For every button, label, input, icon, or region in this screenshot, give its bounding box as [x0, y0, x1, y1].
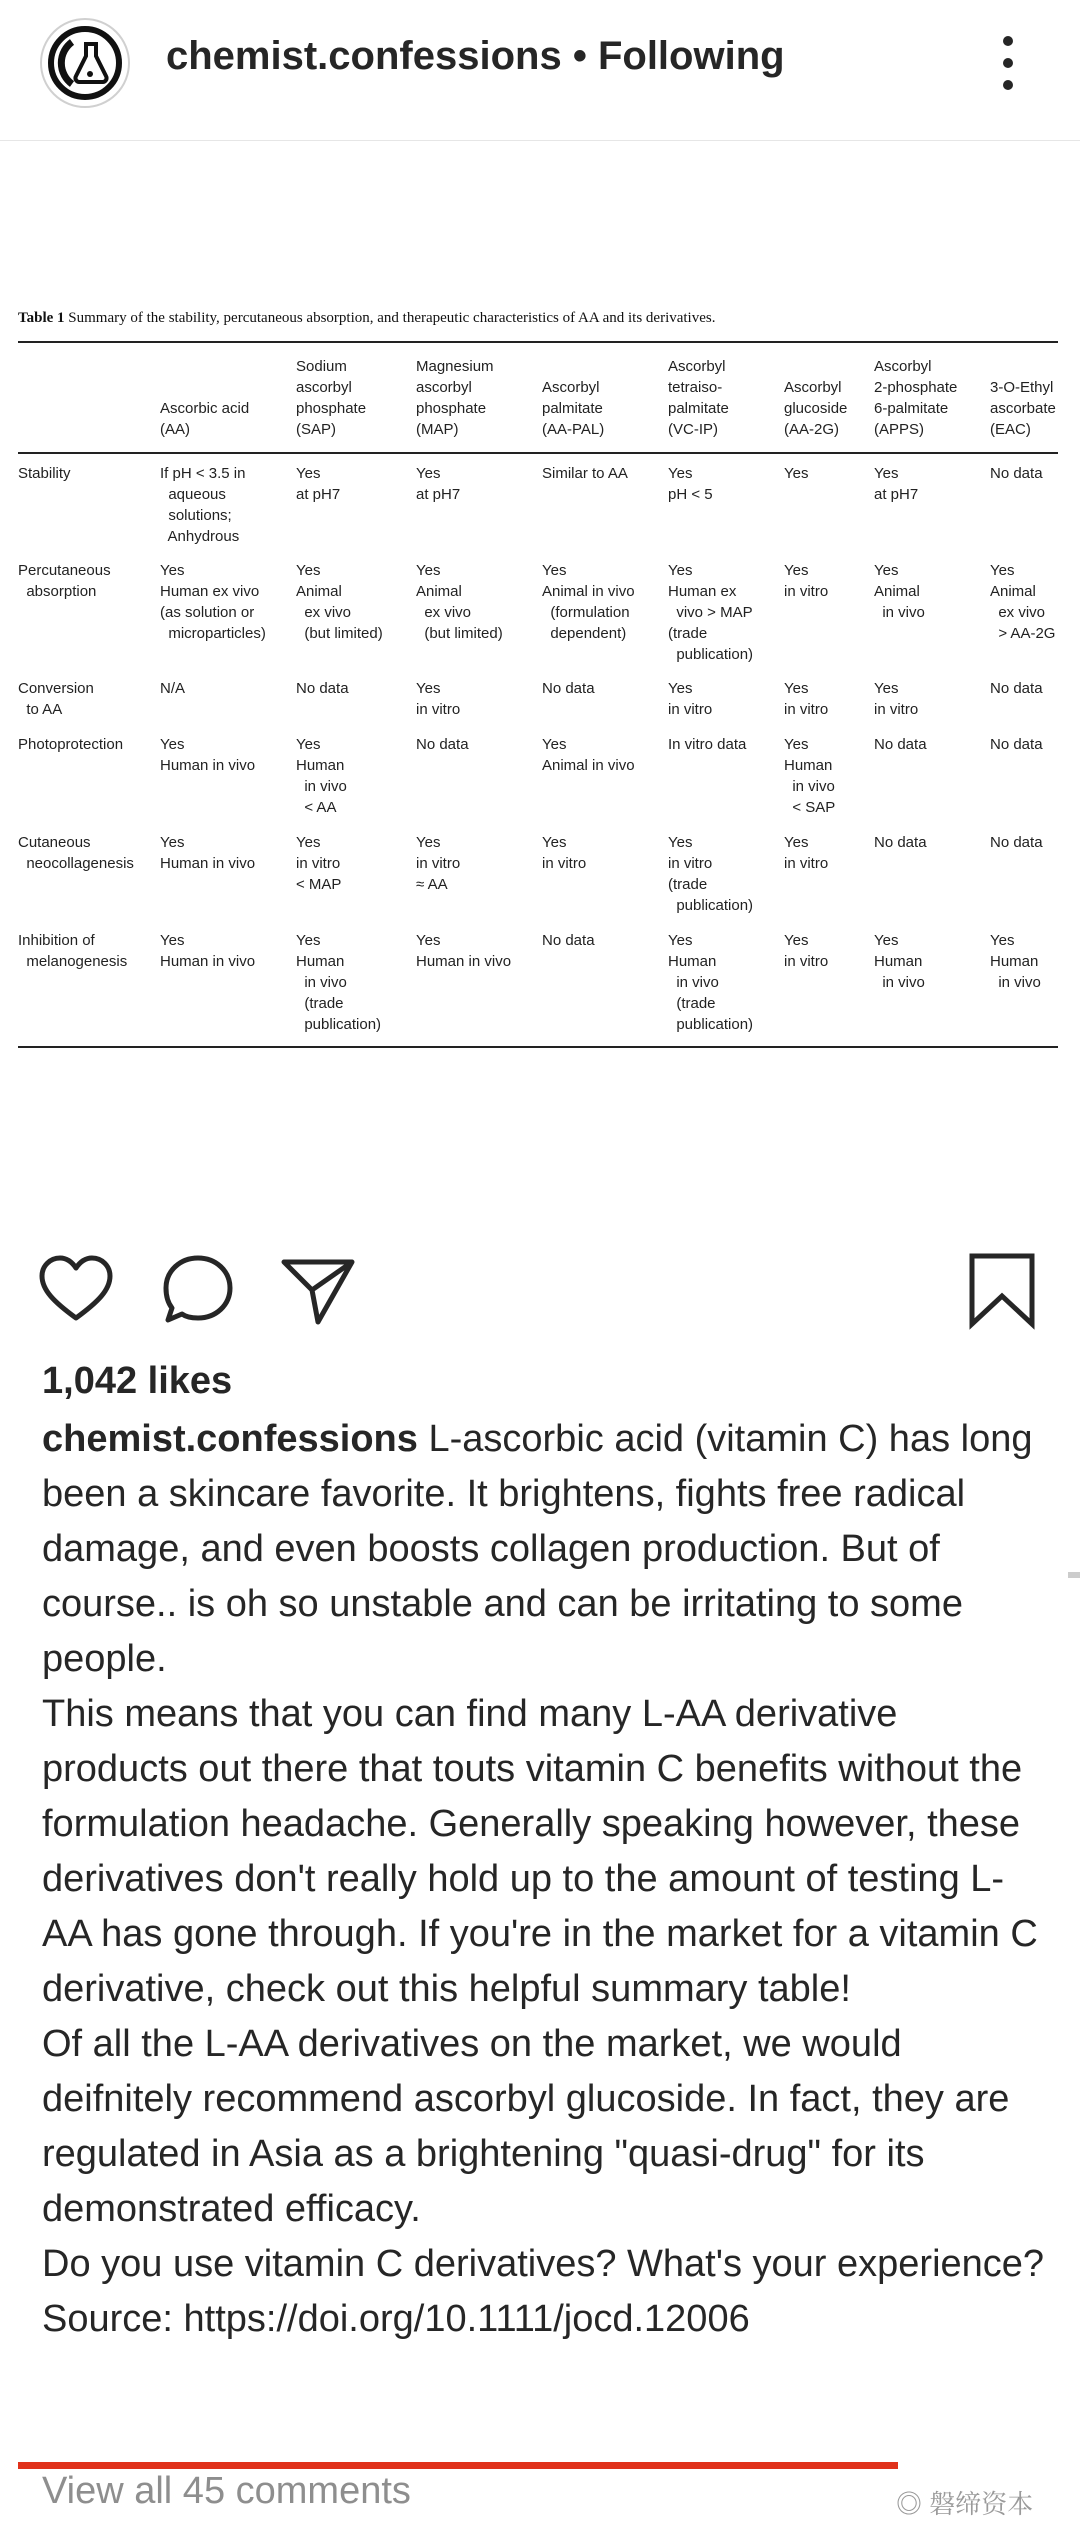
- caption-username[interactable]: chemist.confessions: [42, 1418, 418, 1460]
- table-cell: Yes: [784, 465, 809, 482]
- table-cell: No data: [416, 736, 469, 753]
- table-cell: No data: [990, 834, 1043, 851]
- dot-separator: •: [572, 34, 587, 78]
- following-button[interactable]: Following: [597, 34, 785, 78]
- comment-bubble-icon[interactable]: [158, 1250, 238, 1330]
- table-caption-label: Table 1: [18, 310, 65, 326]
- table-cell: No data: [874, 834, 927, 851]
- table-row-label: Stability: [18, 465, 71, 482]
- table-column-header: Ascorbyl 2-phosphate 6-palmitate (APPS): [874, 358, 958, 438]
- scroll-indicator: [1068, 1572, 1080, 1578]
- table-cell: Yes Animal ex vivo (but limited): [416, 562, 503, 642]
- watermark: [896, 2484, 1033, 2521]
- table-cell: N/A: [160, 680, 186, 697]
- action-bar: [0, 1240, 1080, 1330]
- table-row-label: Inhibition of melanogenesis: [18, 932, 128, 970]
- table-cell: Yes Human ex vivo (as solution or microparticles): [160, 562, 266, 642]
- likes-count[interactable]: 1,042 likes: [42, 1360, 233, 1402]
- table-cell: Yes in vitro (trade publication): [668, 834, 754, 914]
- wechat-icon: ◎: [896, 2489, 930, 2519]
- table-cell: Yes in vitro < MAP: [296, 834, 342, 893]
- paper-plane-icon[interactable]: [278, 1250, 358, 1330]
- caption-paragraph-2: This means that you can find many L-AA derivative products out there that touts vitamin C benefits without the formulation headache. Generally speaking however, these derivatives don't really hold up to the amount of testing L-AA has gone through. If you're in the market for a vitamin C derivative, check out this helpful summary table!: [42, 1693, 1038, 2010]
- table-row-label: Cutaneous neocollagenesis: [18, 834, 134, 872]
- table-cell: Yes Animal in vivo: [542, 736, 635, 774]
- table-cell: Yes Human in vivo: [160, 736, 256, 774]
- table-cell: Yes in vitro: [542, 834, 587, 872]
- post-caption: [42, 1412, 1052, 2347]
- table-cell: No data: [296, 680, 349, 697]
- table-cell: Yes Human in vivo: [160, 932, 256, 970]
- table-rule: [18, 341, 1058, 343]
- table-cell: Yes Human in vivo < SAP: [784, 736, 836, 816]
- table-cell: Yes in vitro: [784, 932, 829, 970]
- table-column-header: Ascorbyl tetraiso- palmitate (VC-IP): [668, 358, 729, 438]
- red-underline: [18, 2462, 898, 2469]
- table-cell: Yes Animal in vivo: [874, 562, 925, 621]
- flask-logo-icon: [42, 20, 128, 106]
- table-cell: No data: [542, 932, 595, 949]
- header-title: [166, 34, 785, 79]
- table-row-label: Photoprotection: [18, 736, 124, 753]
- table-cell: Yes Human in vivo < AA: [296, 736, 347, 816]
- table-cell: Yes in vitro: [784, 562, 829, 600]
- post-image[interactable]: [0, 141, 1080, 1181]
- table-column-header: Magnesium ascorbyl phosphate (MAP): [416, 358, 494, 438]
- table-cell: Yes at pH7: [874, 465, 919, 503]
- table-cell: Yes Human in vivo (trade publication): [668, 932, 754, 1033]
- table-cell: No data: [990, 465, 1043, 482]
- table-cell: Yes Animal in vivo (formulation dependent): [542, 562, 635, 642]
- table-cell: Yes pH < 5: [668, 465, 713, 503]
- dot: [1003, 58, 1013, 68]
- table-cell: No data: [990, 680, 1043, 697]
- table-column-header: Sodium ascorbyl phosphate (SAP): [296, 358, 367, 438]
- table-cell: Yes at pH7: [296, 465, 341, 503]
- table-cell: Yes Animal ex vivo > AA-2G: [990, 562, 1056, 642]
- table-cell: Yes Human in vivo: [990, 932, 1041, 991]
- table-column-header: Ascorbyl palmitate (AA-PAL): [542, 379, 605, 438]
- table-cell: Yes Human in vivo: [874, 932, 925, 991]
- table-column-header: Ascorbyl glucoside (AA-2G): [784, 379, 848, 438]
- view-all-comments-link[interactable]: View all 45 comments: [42, 2470, 411, 2512]
- dot: [1003, 36, 1013, 46]
- bookmark-icon[interactable]: [962, 1250, 1042, 1330]
- username-link[interactable]: chemist.confessions: [166, 34, 562, 78]
- table-cell: Yes at pH7: [416, 465, 461, 503]
- table-cell: In vitro data: [668, 736, 747, 753]
- more-options-icon[interactable]: [988, 36, 1028, 92]
- caption-source-link[interactable]: Source: https://doi.org/10.1111/jocd.12006: [42, 2298, 750, 2340]
- table-caption-text: Summary of the stability, percutaneous absorption, and therapeutic characteristics of AA and its derivatives.: [68, 310, 716, 326]
- table-cell: Similar to AA: [542, 465, 628, 482]
- table-cell: Yes in vitro: [784, 834, 829, 872]
- table-cell: No data: [542, 680, 595, 697]
- table-cell: Yes in vitro: [874, 680, 919, 718]
- table-cell: Yes Human in vivo: [160, 834, 256, 872]
- watermark-text: 磐缔资本: [929, 2489, 1034, 2519]
- table-cell: No data: [874, 736, 927, 753]
- table-column-header: 3-O-Ethyl ascorbate (EAC): [990, 379, 1056, 438]
- table-cell: Yes Animal ex vivo (but limited): [296, 562, 383, 642]
- caption-paragraph-4: Do you use vitamin C derivatives? What's your experience?: [42, 2243, 1045, 2285]
- table-row-label: Percutaneous absorption: [18, 562, 111, 600]
- table-cell: No data: [990, 736, 1043, 753]
- table-rule: [18, 452, 1058, 454]
- dot: [1003, 80, 1013, 90]
- profile-avatar[interactable]: [40, 18, 130, 108]
- caption-paragraph-3: Of all the L-AA derivatives on the market, we would deifnitely recommend ascorbyl glucoside. In fact, they are regulated in Asia as a brightening "quasi-drug" for its demonstrated efficacy.: [42, 2023, 1010, 2230]
- table-cell: Yes in vitro: [416, 680, 461, 718]
- heart-icon[interactable]: [36, 1250, 116, 1330]
- table-row-label: Conversion to AA: [18, 680, 94, 718]
- table-cell: Yes Human in vivo (trade publication): [296, 932, 382, 1033]
- table-cell: Yes in vitro: [668, 680, 713, 718]
- table-cell: Yes Human ex vivo > MAP (trade publication): [668, 562, 754, 663]
- table-cell: Yes in vitro: [784, 680, 829, 718]
- post-header: [0, 0, 1080, 141]
- table-caption: [18, 310, 715, 327]
- table-cell: If pH < 3.5 in aqueous solutions; Anhydrous: [160, 465, 246, 545]
- caption-text-1: L-ascorbic acid (vitamin C) has long been a skincare favorite. It brightens, fights free radical damage, and even boosts collagen production. But of course.. is oh so unstable and can be irritating to some people.: [42, 1418, 1033, 1680]
- table-cell: Yes Human in vivo: [416, 932, 512, 970]
- caption-paragraph-1: [42, 1412, 1052, 1687]
- table-rule: [18, 1046, 1058, 1048]
- table-cell: Yes in vitro ≈ AA: [416, 834, 461, 893]
- table-column-header: Ascorbic acid (AA): [160, 400, 250, 438]
